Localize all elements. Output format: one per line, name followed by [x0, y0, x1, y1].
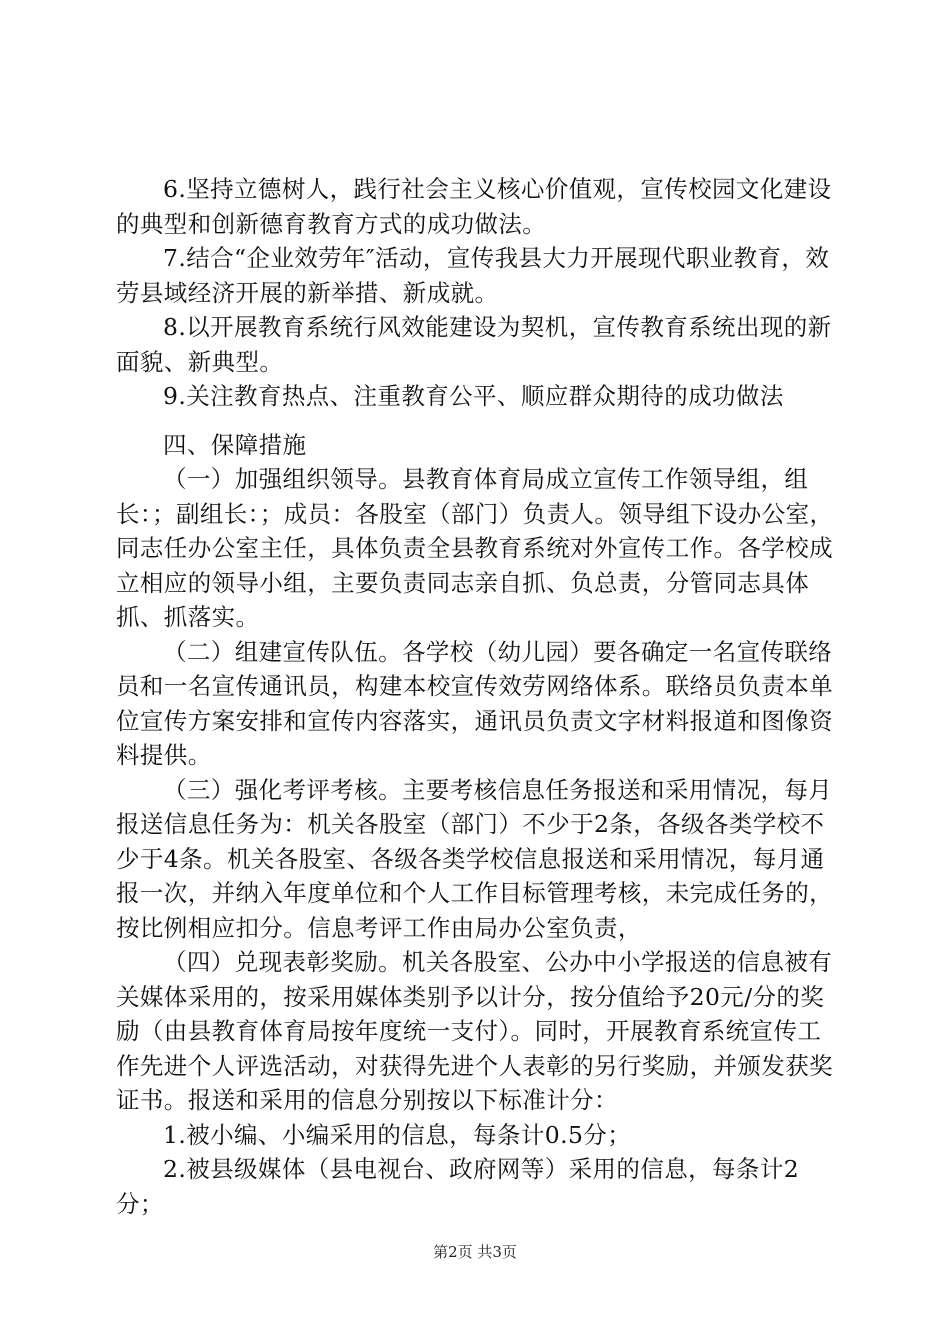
- paragraph-assessment: （三）强化考评考核。主要考核信息任务报送和采用情况，每月报送信息任务为：机关各股室（部门）不少于2条，各级各类学校不少于4条。机关各股室、各级各类学校信息报送和采用情况，每月通报一次，并纳入年度单位和个人工作目标管理考核，未完成任务的，按比例相应扣分。信息考评工作由局办公室负责，: [116, 775, 833, 942]
- paragraph-item-8: 8.以开展教育系统行风效能建设为契机，宣传教育系统出现的新面貌、新典型。: [116, 313, 832, 376]
- paragraph-organization: （一）加强组织领导。县教育体育局成立宣传工作领导组，组长：；副组长：；成员：各股室（部门）负责人。领导组下设办公室，同志任办公室主任，具体负责全县教育系统对外宣传工作。各学校成立相应的领导小组，主要负责同志亲自抓、负总责，分管同志具体抓、抓落实。: [116, 465, 834, 631]
- paragraph-item-9: 9.关注教育热点、注重教育公平、顺应群众期待的成功做法: [163, 382, 784, 410]
- section-heading: 四、保障措施: [163, 430, 307, 459]
- scoring-item-1: 1.被小编、小编采用的信息，每条计0.5分；: [163, 1120, 632, 1149]
- paragraph-team: （二）组建宣传队伍。各学校（幼儿园）要各确定一名宣传联络员和一名宣传通讯员，构建本校宣传效劳网络体系。联络员负责本单位宣传方案安排和宣传内容落实，通讯员负责文字材料报道和图像资料提供。: [116, 637, 833, 769]
- section-spacer: [116, 414, 836, 428]
- paragraph-item-7: 7.结合“企业效劳年″活动，宣传我县大力开展现代职业教育，效劳县域经济开展的新举措、新成就。: [116, 244, 830, 307]
- page-footer: 第2页 共3页: [433, 1243, 517, 1261]
- scoring-item-2: 2.被县级媒体（县电视台、政府网等）采用的信息，每条计2分；: [116, 1155, 800, 1218]
- paragraph-rewards: （四）兑现表彰奖励。机关各股室、公办中小学报送的信息被有关媒体采用的，按采用媒体类别予以计分，按分值给予20元/分的奖励（由县教育体育局按年度统一支付）。同时，开展教育系统宣传工作先进个人评选活动，对获得先进个人表彰的另行奖励，并颁发获奖证书。报送和采用的信息分别按以下标准计分：: [116, 948, 833, 1114]
- paragraph-item-6: 6.坚持立德树人，践行社会主义核心价值观，宣传校园文化建设的典型和创新德育教育方式的成功做法。: [116, 175, 832, 238]
- document-body: [116, 172, 836, 1221]
